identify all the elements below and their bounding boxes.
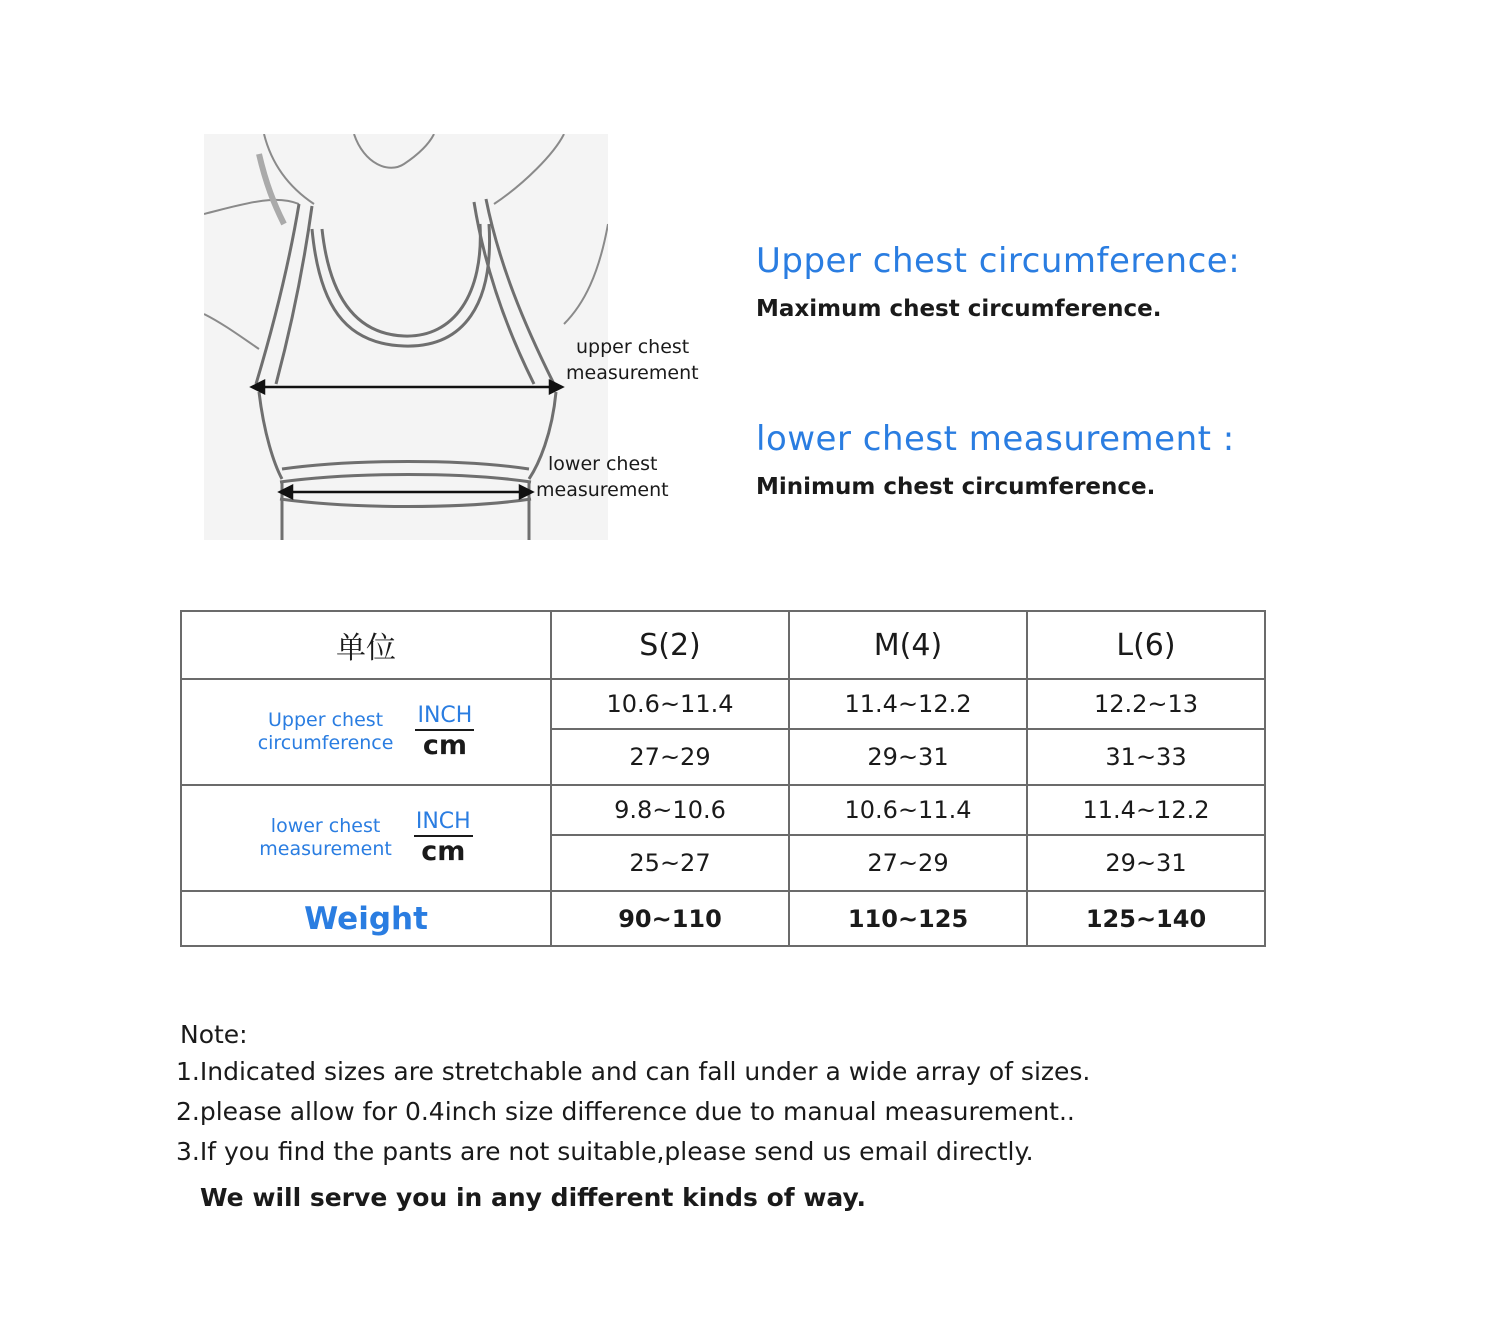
upper-chest-row-label bbox=[181, 679, 551, 785]
weight-row bbox=[181, 891, 1265, 946]
lower-chest-definition-text: Minimum chest circumference. bbox=[756, 474, 1156, 500]
notes-title: Note: bbox=[180, 1020, 248, 1049]
size-chart-table bbox=[180, 610, 1266, 947]
lower-chest-label-line2: measurement bbox=[536, 479, 669, 501]
upper-chest-definition bbox=[756, 238, 1436, 324]
table-cell: 27~29 bbox=[551, 729, 789, 785]
lower-chest-row-label bbox=[181, 785, 551, 891]
table-cell: 31~33 bbox=[1027, 729, 1265, 785]
upper-chest-units bbox=[415, 703, 474, 761]
note-line-1: 1.Indicated sizes are stretchable and can fall under a wide array of sizes. bbox=[176, 1057, 1091, 1086]
upper-chest-label-line2: measurement bbox=[566, 362, 699, 384]
lower-chest-row-name-line2: measurement bbox=[259, 838, 392, 860]
upper-chest-inch-row bbox=[181, 679, 1265, 729]
upper-chest-label-line1: upper chest bbox=[576, 336, 690, 358]
size-header-s: S(2) bbox=[551, 611, 789, 679]
table-cell: 110~125 bbox=[789, 891, 1027, 946]
inch-unit-label: INCH bbox=[415, 703, 474, 731]
note-line-3: 3.If you find the pants are not suitable,please send us email directly. bbox=[176, 1137, 1034, 1166]
upper-chest-row-name bbox=[258, 709, 394, 755]
notes-section bbox=[176, 1018, 1316, 1218]
lower-chest-label-line1: lower chest bbox=[548, 453, 658, 475]
weight-label: Weight bbox=[304, 900, 428, 937]
table-cell: 29~31 bbox=[1027, 835, 1265, 891]
lower-chest-definition bbox=[756, 416, 1436, 502]
note-line-2: 2.please allow for 0.4inch size difference due to manual measurement.. bbox=[176, 1097, 1075, 1126]
table-cell: 10.6~11.4 bbox=[551, 679, 789, 729]
size-header-m: M(4) bbox=[789, 611, 1027, 679]
table-cell: 10.6~11.4 bbox=[789, 785, 1027, 835]
upper-chest-definition-text: Maximum chest circumference. bbox=[756, 296, 1162, 322]
table-cell: 90~110 bbox=[551, 891, 789, 946]
unit-header-cell: 单位 bbox=[181, 611, 551, 679]
size-header-l: L(6) bbox=[1027, 611, 1265, 679]
lower-chest-units bbox=[414, 809, 473, 867]
size-header-row bbox=[181, 611, 1265, 679]
lower-chest-inch-row bbox=[181, 785, 1265, 835]
upper-chest-label bbox=[566, 334, 699, 386]
cm-unit-label: cm bbox=[422, 730, 467, 761]
upper-chest-row-name-line2: circumference bbox=[257, 732, 394, 754]
table-cell: 27~29 bbox=[789, 835, 1027, 891]
upper-chest-row-name-line1: Upper chest bbox=[268, 709, 384, 731]
cm-unit-label: cm bbox=[421, 836, 466, 867]
definitions bbox=[756, 238, 1436, 500]
table-cell: 11.4~12.2 bbox=[789, 679, 1027, 729]
table-cell: 125~140 bbox=[1027, 891, 1265, 946]
table-cell: 12.2~13 bbox=[1027, 679, 1265, 729]
lower-chest-definition-title: lower chest measurement : bbox=[756, 419, 1235, 459]
table-cell: 29~31 bbox=[789, 729, 1027, 785]
lower-chest-row-name bbox=[259, 815, 392, 861]
lower-chest-row-name-line1: lower chest bbox=[270, 815, 381, 837]
weight-label-cell bbox=[181, 891, 551, 946]
upper-chest-definition-title: Upper chest circumference: bbox=[756, 241, 1241, 281]
table-cell: 25~27 bbox=[551, 835, 789, 891]
lower-chest-label bbox=[536, 451, 669, 503]
table-cell: 9.8~10.6 bbox=[551, 785, 789, 835]
table-cell: 11.4~12.2 bbox=[1027, 785, 1265, 835]
notes-closing: We will serve you in any different kinds of way. bbox=[200, 1183, 867, 1212]
inch-unit-label: INCH bbox=[414, 809, 473, 837]
